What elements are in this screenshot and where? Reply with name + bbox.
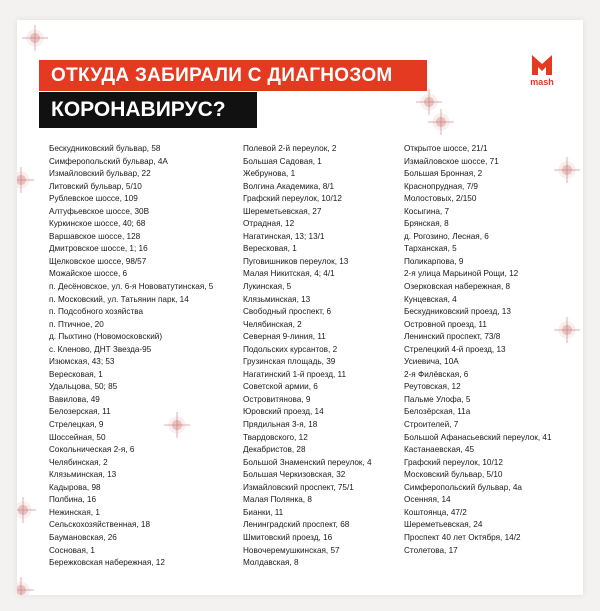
address-item: Клязьминская, 13 [49, 470, 117, 480]
address-item: Молдавская, 8 [243, 558, 299, 568]
address-item: Бережковская набережная, 12 [49, 558, 165, 568]
virus-decoration-icon [557, 160, 577, 180]
address-item: Кастанаевская, 45 [404, 445, 475, 455]
address-item: Вересковая, 1 [49, 369, 103, 379]
address-item: Пуговишников переулок, 13 [243, 256, 349, 266]
address-item: Симферопольский бульвар, 4А [49, 156, 168, 166]
address-item: Сельскохозяйственная, 18 [49, 520, 151, 530]
virus-decoration-icon [557, 320, 577, 340]
address-item: Шереметьевская, 27 [243, 206, 322, 216]
address-item: Шмитовский проезд, 16 [243, 532, 333, 542]
address-item: Измайловский проспект, 75/1 [243, 482, 354, 492]
virus-decoration-icon [431, 112, 451, 132]
address-item: Отрадная, 12 [243, 219, 295, 229]
address-item: Вавилова, 49 [49, 394, 100, 404]
address-item: Симферопольский бульвар, 4а [404, 482, 522, 492]
address-item: Советской армии, 6 [243, 382, 318, 392]
address-item: Белозёрская, 11а [404, 407, 471, 417]
address-item: Измайловский бульвар, 22 [49, 169, 151, 179]
address-item: Краснопрудная, 7/9 [404, 181, 478, 191]
address-item: Свободный проспект, 6 [243, 307, 332, 317]
address-item: Большая Садовая, 1 [243, 156, 322, 166]
address-item: Литовский бульвар, 5/10 [49, 181, 142, 191]
address-item: Декабристов, 28 [243, 445, 306, 455]
address-item: Усиевича, 10А [404, 357, 459, 367]
address-item: Измайловское шоссе, 71 [404, 156, 499, 166]
address-item: Баумановская, 26 [49, 532, 117, 542]
address-column-2 [243, 143, 372, 570]
address-item: Малая Никитская, 4; 4/1 [243, 269, 335, 279]
address-item: с. Кленово, ДНТ Звезда-95 [49, 344, 152, 354]
address-item: Челябинская, 2 [243, 319, 302, 329]
address-item: п. Московский, ул. Татьянин парк, 14 [49, 294, 189, 304]
address-item: Шереметьевская, 24 [404, 520, 483, 530]
address-item: Челябинская, 2 [49, 457, 108, 467]
address-item: Большая Черкизовская, 32 [243, 470, 346, 480]
address-item: Косыгина, 7 [404, 206, 450, 216]
address-item: Столетова, 17 [404, 545, 458, 555]
address-item: Рублевское шоссе, 109 [49, 194, 138, 204]
address-item: Прядильная 3-я, 18 [243, 420, 318, 430]
address-item: Кунцевская, 4 [404, 294, 457, 304]
address-item: Реутовская, 12 [404, 382, 461, 392]
address-item: Бескудниковский проезд, 13 [404, 307, 511, 317]
address-item: Ленинский проспект, 73/8 [404, 332, 501, 342]
address-item: Куркинское шоссе, 40; 68 [49, 219, 146, 229]
address-item: Северная 9-линия, 11 [243, 332, 326, 342]
address-item: Грузинская площадь, 39 [243, 357, 336, 367]
address-item: Нагатинская, 13; 13/1 [243, 231, 325, 241]
virus-decoration-icon [17, 170, 31, 190]
address-item: Брянская, 8 [404, 219, 449, 229]
address-item: Шоссейная, 50 [49, 432, 106, 442]
address-item: Проспект 40 лет Октября, 14/2 [404, 532, 521, 542]
address-item: Большой Знаменский переулок, 4 [243, 457, 372, 467]
address-item: Можайское шоссе, 6 [49, 269, 128, 279]
address-item: Бианки, 11 [243, 507, 284, 517]
address-item: Молостовых, 2/150 [404, 194, 477, 204]
address-item: Волгина Академика, 8/1 [243, 181, 335, 191]
address-item: Поликарпова, 9 [404, 256, 464, 266]
address-item: Графский переулок, 10/12 [404, 457, 503, 467]
address-item: Пальме Улофа, 5 [404, 394, 471, 404]
brand-name: mash [530, 77, 554, 87]
address-item: п. Десёновское, ул. 6-я Нововатутинская, 5 [49, 282, 214, 292]
headline-line-1: ОТКУДА ЗАБИРАЛИ С ДИАГНОЗОМ [39, 60, 427, 91]
virus-decoration-icon [419, 92, 439, 112]
address-item: Строителей, 7 [404, 420, 459, 430]
address-item: п. Птичное, 20 [49, 319, 104, 329]
address-item: Стрелецкий 4-й проезд, 13 [404, 344, 506, 354]
address-item: Лукинская, 5 [243, 282, 292, 292]
address-item: Вересковая, 1 [243, 244, 297, 254]
address-item: Графский переулок, 10/12 [243, 194, 342, 204]
address-item: Малая Полянка, 8 [243, 495, 312, 505]
address-column-1 [49, 143, 213, 570]
headline-line-2: КОРОНАВИРУС? [39, 92, 257, 128]
address-item: Варшавское шоссе, 128 [49, 231, 141, 241]
address-item: Бескудниковский бульвар, 58 [49, 144, 161, 153]
address-item: Озерковская набережная, 8 [404, 282, 511, 292]
address-item: Дмитровское шоссе, 1; 16 [49, 244, 148, 254]
infographic-card [17, 20, 583, 595]
address-item: Большой Афанасьевский переулок, 41 [404, 432, 552, 442]
address-item: Коштоянца, 47/2 [404, 507, 467, 517]
address-item: Полбина, 16 [49, 495, 97, 505]
virus-decoration-icon [17, 580, 31, 595]
address-item: Щелковское шоссе, 98/57 [49, 256, 147, 266]
mash-logo [525, 53, 559, 97]
address-item: Островной проезд, 11 [404, 319, 487, 329]
address-item: Твардовского, 12 [243, 432, 308, 442]
address-item: Нагатинский 1-й проезд, 11 [243, 369, 347, 379]
address-item: Нежинская, 1 [49, 507, 100, 517]
address-item: 2-я Филёвская, 6 [404, 369, 469, 379]
address-item: Ленинградский проспект, 68 [243, 520, 350, 530]
address-item: Островитянова, 9 [243, 394, 311, 404]
virus-decoration-icon [25, 28, 45, 48]
address-item: д. Рогозино, Лесная, 6 [404, 231, 489, 241]
address-item: Стрелецкая, 9 [49, 420, 104, 430]
address-item: Юровский проезд, 14 [243, 407, 324, 417]
address-item: Удальцова, 50; 85 [49, 382, 118, 392]
address-item: Клязьминская, 13 [243, 294, 311, 304]
address-item: Большая Бронная, 2 [404, 169, 483, 179]
address-item: Белозерская, 11 [49, 407, 111, 417]
address-item: Тарханская, 5 [404, 244, 457, 254]
address-item: Кадырова, 98 [49, 482, 101, 492]
address-item: Жебрунова, 1 [243, 169, 296, 179]
address-item: Осенняя, 14 [404, 495, 451, 505]
address-item: Новочеремушкинская, 57 [243, 545, 340, 555]
address-item: Сосновая, 1 [49, 545, 95, 555]
mash-logo-icon [529, 53, 555, 77]
address-column-3 [404, 143, 552, 557]
address-item: Московский бульвар, 5/10 [404, 470, 503, 480]
address-item: Изюмская, 43; 53 [49, 357, 115, 367]
address-item: 2-я улица Марьиной Рощи, 12 [404, 269, 519, 279]
address-item: Открытое шоссе, 21/1 [404, 144, 488, 153]
virus-decoration-icon [17, 500, 33, 520]
address-item: д. Пыхтино (Новомосковский) [49, 332, 163, 342]
address-item: Алтуфьевское шоссе, 30В [49, 206, 150, 216]
address-item: Сокольническая 2-я, 6 [49, 445, 135, 455]
address-item: Полевой 2-й переулок, 2 [243, 144, 337, 153]
address-item: Подольских курсантов, 2 [243, 344, 338, 354]
address-item: п. Подсобного хозяйства [49, 307, 144, 317]
